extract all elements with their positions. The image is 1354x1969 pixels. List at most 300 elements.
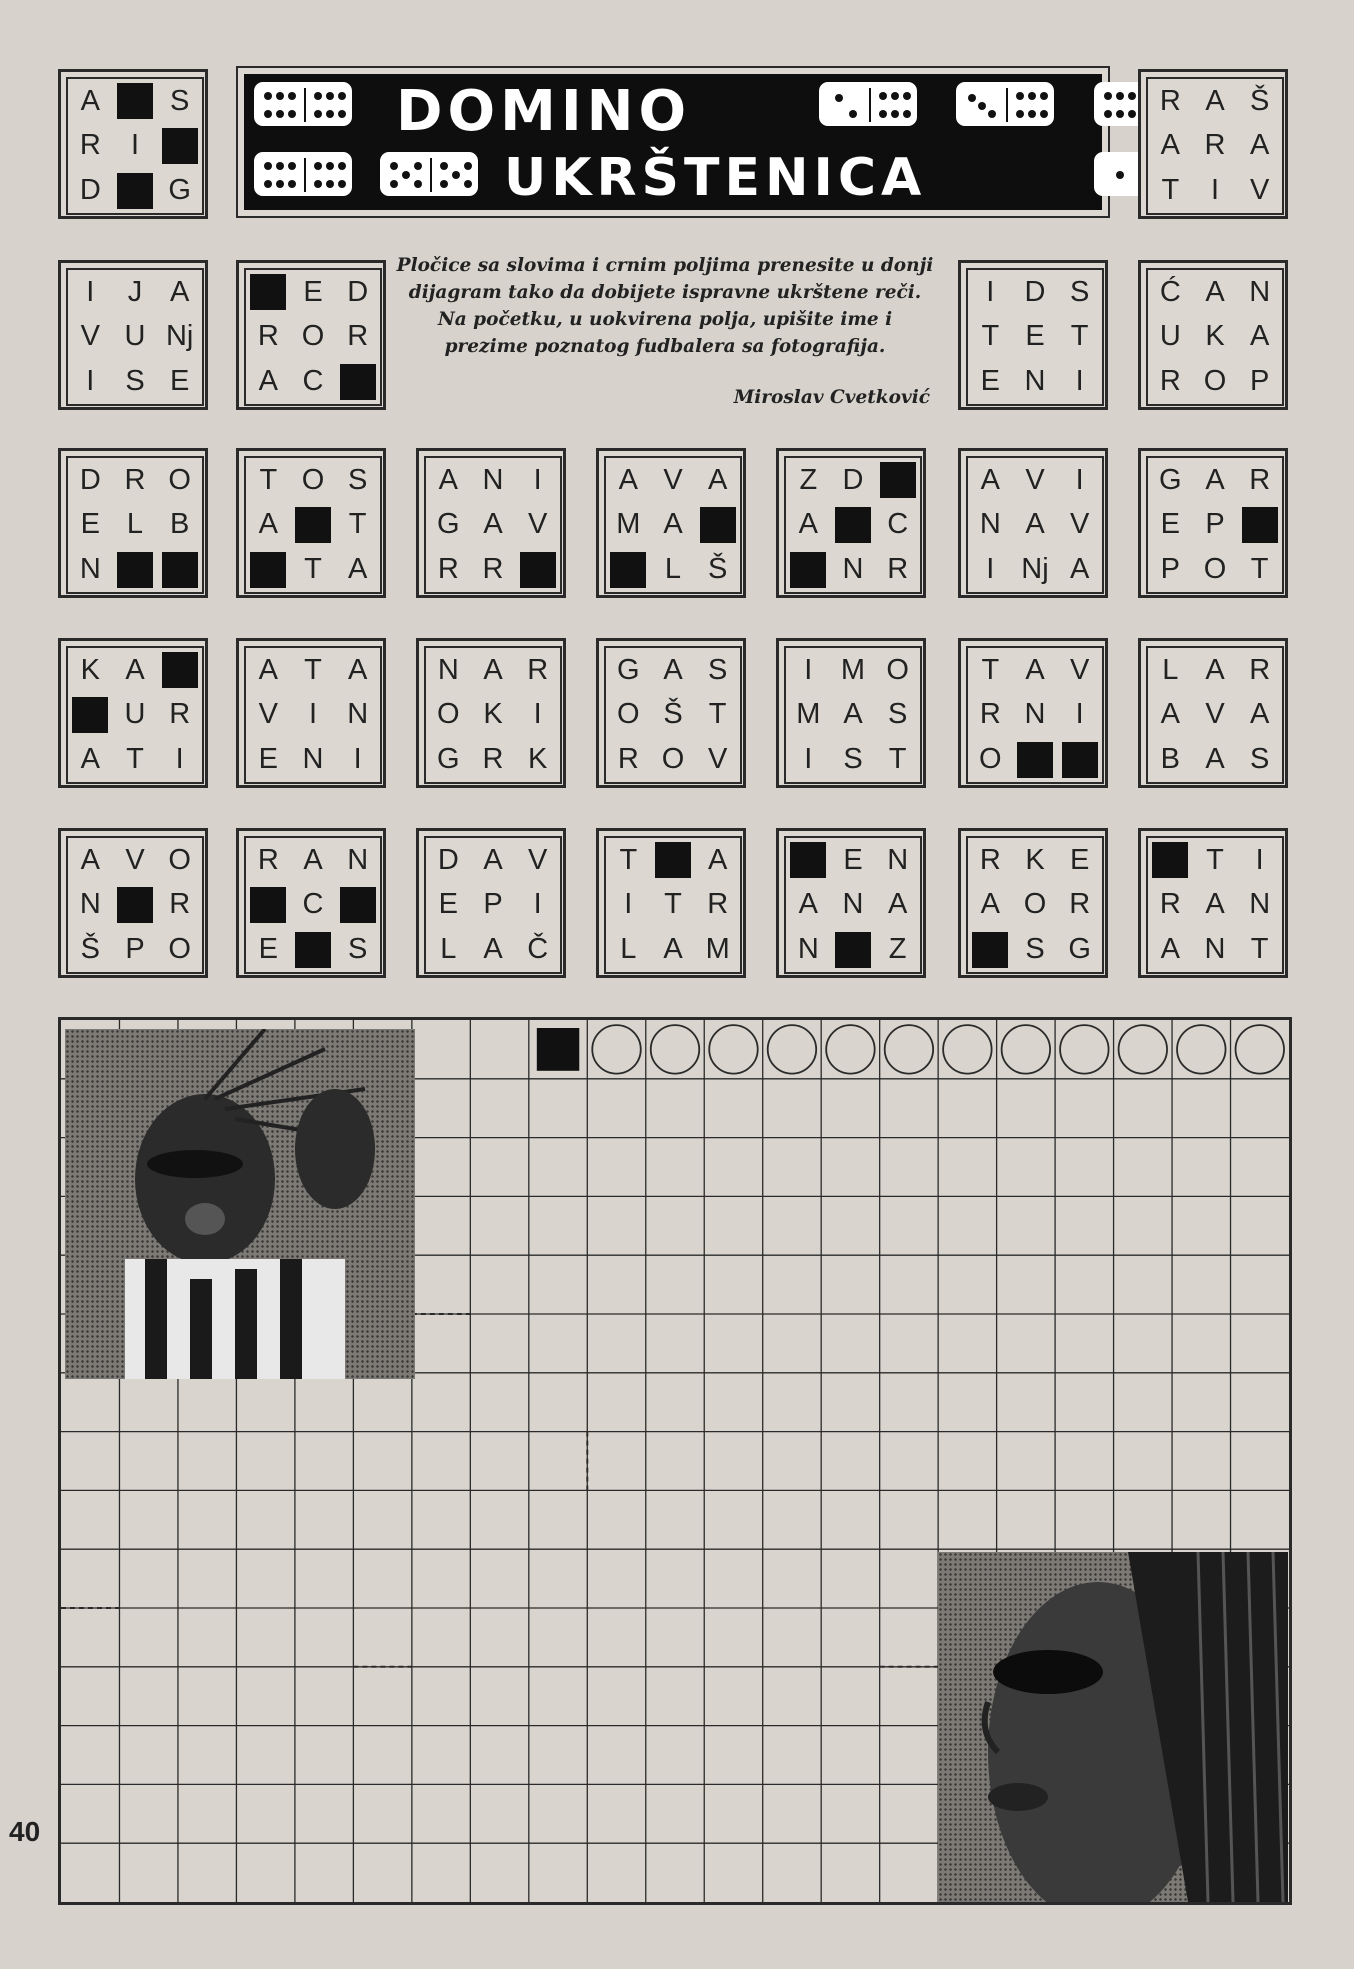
tile-letter: R [257, 320, 279, 353]
tile-letter: I [533, 698, 542, 731]
tile-letter: A [483, 508, 503, 541]
black-square [831, 503, 876, 548]
tile-letter: T [126, 743, 144, 776]
tile-letter: V [1205, 698, 1225, 731]
tile-grid [784, 836, 922, 974]
black-square [968, 927, 1013, 972]
die-pip [276, 162, 284, 170]
tile-letter: D [347, 275, 369, 308]
domino-tile[interactable] [958, 638, 1108, 788]
tile-letter: N [79, 888, 101, 921]
tile-grid [244, 836, 382, 974]
tile-grid [66, 646, 204, 784]
tile-letter: A [1025, 653, 1045, 686]
tile-letter: U [1159, 320, 1181, 353]
instructions-text: Pločice sa slovima i crnim poljima prenesite u donji dijagram tako da dobijete ispravne ukrštene reči. Na početku, u uokvirena polja, upišite ime i prezime poznatog fudbalera sa fotografija. [396, 255, 934, 357]
tile-letter: R [1249, 463, 1271, 496]
tile-letter: A [1205, 84, 1225, 117]
name-circle-cell[interactable] [1177, 1025, 1225, 1073]
black-square [515, 547, 560, 592]
name-circle-cell[interactable] [826, 1025, 874, 1073]
tile-letter: A [1249, 320, 1270, 353]
tile-letter: K [1025, 843, 1045, 876]
domino-tile[interactable] [1138, 448, 1288, 598]
domino-tile[interactable] [596, 638, 746, 788]
name-circle-cell[interactable] [768, 1025, 816, 1073]
tile-letter: E [258, 743, 278, 776]
die-pip [314, 110, 322, 118]
black-square [695, 503, 740, 548]
tile-letter: A [80, 743, 100, 776]
black-square [831, 927, 876, 972]
tile-letter: E [843, 843, 863, 876]
tile-letter: T [1070, 320, 1089, 353]
tile-letter: A [1025, 508, 1045, 541]
name-circle-cell[interactable] [651, 1025, 699, 1073]
tile-letter: A [798, 508, 818, 541]
tile-grid [966, 456, 1104, 594]
die-pip [1016, 110, 1024, 118]
tile-letter: D [437, 843, 459, 876]
tile-letter: N [887, 843, 909, 876]
name-circle-cell[interactable] [1002, 1025, 1050, 1073]
tile-letter: R [347, 320, 369, 353]
die-pip [1104, 110, 1112, 118]
tile-grid [244, 456, 382, 594]
tile-letter: T [1206, 843, 1224, 876]
black-square [113, 883, 158, 928]
tile-letter: N [347, 843, 369, 876]
domino-tile[interactable] [958, 448, 1108, 598]
tile-letter: A [707, 843, 728, 876]
tile-letter: T [304, 553, 322, 586]
tile-letter: J [127, 275, 143, 308]
footballer-sunglasses-image [938, 1552, 1288, 1902]
tile-letter: A [663, 508, 683, 541]
tile-grid [1146, 836, 1284, 974]
black-square [246, 883, 291, 928]
tile-letter: S [1069, 275, 1090, 308]
tile-letter: V [663, 463, 683, 496]
tile-grid [1146, 456, 1284, 594]
tile-grid [424, 646, 562, 784]
black-square [113, 547, 158, 592]
tile-letter: R [617, 743, 639, 776]
tile-letter: K [80, 653, 100, 686]
domino-tile[interactable] [958, 828, 1108, 978]
tile-letter: Č [527, 933, 549, 966]
tile-letter: T [981, 653, 1000, 686]
black-square [537, 1028, 579, 1071]
tile-letter: A [347, 553, 368, 586]
tile-letter: A [258, 653, 278, 686]
black-square [875, 458, 920, 503]
black-square [246, 547, 291, 592]
tile-letter: M [705, 933, 730, 966]
black-square [157, 648, 202, 693]
tile-letter: Š [80, 933, 100, 966]
tile-letter: T [664, 888, 682, 921]
die-pip [314, 162, 322, 170]
tile-letter: A [80, 843, 100, 876]
tile-letter: G [168, 174, 191, 207]
tile-letter: I [804, 743, 813, 776]
tile-grid [604, 836, 742, 974]
tile-letter: O [437, 698, 460, 731]
black-square [1013, 737, 1058, 782]
die-pip [1028, 92, 1036, 100]
tile-letter: R [1159, 365, 1181, 398]
name-circle-cell[interactable] [885, 1025, 933, 1073]
die-pip [402, 171, 410, 179]
domino-tile[interactable] [236, 638, 386, 788]
tile-letter: A [1205, 888, 1225, 921]
tile-letter: C [887, 508, 909, 541]
domino-tile[interactable] [58, 260, 208, 410]
tile-letter: I [1075, 698, 1084, 731]
tile-letter: A [483, 933, 503, 966]
die-pip [390, 162, 398, 170]
tile-letter: R [887, 553, 909, 586]
tile-grid [424, 836, 562, 974]
tile-letter: I [624, 888, 633, 921]
photo-footballer-sunglasses [938, 1552, 1288, 1902]
tile-letter: A [1160, 129, 1180, 162]
tile-letter: O [168, 463, 191, 496]
die-pip [314, 180, 322, 188]
tile-letter: A [980, 888, 1000, 921]
black-square [68, 693, 113, 738]
tile-letter: D [1024, 275, 1046, 308]
tile-letter: A [663, 933, 683, 966]
domino-tile[interactable] [236, 828, 386, 978]
tile-letter: V [527, 508, 548, 541]
domino-die-icon [956, 82, 1054, 126]
title-line-2: UKRŠTENICA [504, 148, 927, 208]
name-circle-cell[interactable] [1236, 1025, 1284, 1073]
tile-letter: C [302, 365, 324, 398]
domino-tile[interactable] [776, 448, 926, 598]
tile-letter: E [1069, 843, 1090, 876]
tile-letter: A [1249, 698, 1270, 731]
tile-letter: T [888, 743, 907, 776]
die-pip [264, 162, 272, 170]
die-pip [326, 110, 334, 118]
tile-letter: N [437, 653, 459, 686]
tile-letter: N [1249, 888, 1271, 921]
page-number: 40 [9, 1816, 41, 1847]
tile-letter: I [533, 888, 542, 921]
tile-letter: P [483, 888, 503, 921]
tile-letter: R [979, 843, 1001, 876]
die-pip [1040, 110, 1048, 118]
tile-grid [1146, 268, 1284, 406]
tile-letter: I [353, 743, 362, 776]
tile-letter: R [257, 843, 279, 876]
die-pip [338, 110, 346, 118]
tile-letter: T [619, 843, 638, 876]
tile-letter: A [1205, 743, 1225, 776]
domino-die-icon [254, 152, 352, 196]
domino-tile[interactable] [1138, 638, 1288, 788]
black-square [291, 503, 336, 548]
tile-letter: O [617, 698, 640, 731]
die-pip [1116, 92, 1124, 100]
domino-tile[interactable] [58, 828, 208, 978]
tile-letter: A [1249, 129, 1270, 162]
die-pip [1104, 92, 1112, 100]
black-square [157, 547, 202, 592]
name-circle-cell[interactable] [1060, 1025, 1108, 1073]
tile-letter: O [661, 743, 685, 776]
die-pip [903, 110, 911, 118]
tile-letter: V [1249, 174, 1270, 207]
tile-letter: E [438, 888, 458, 921]
tile-letter: N [1249, 275, 1271, 308]
tile-letter: G [437, 508, 460, 541]
tile-letter: E [80, 508, 100, 541]
title-banner [236, 66, 1110, 218]
tile-letter: V [258, 698, 278, 731]
die-pip [1116, 110, 1124, 118]
die-pip [440, 162, 448, 170]
black-square [786, 547, 831, 592]
domino-tile[interactable] [596, 828, 746, 978]
die-pip [891, 110, 899, 118]
die-pip [849, 110, 857, 118]
tile-letter: I [804, 653, 813, 686]
tile-letter: R [1159, 84, 1181, 117]
tile-letter: O [301, 320, 325, 353]
tile-letter: K [527, 743, 548, 776]
tile-grid [784, 646, 922, 784]
tile-letter: I [1075, 365, 1084, 398]
black-square [335, 359, 380, 404]
domino-tile[interactable] [58, 69, 208, 219]
tile-letter: I [986, 275, 995, 308]
tile-letter: R [1159, 888, 1181, 921]
tile-letter: A [483, 843, 503, 876]
tile-letter: N [1204, 933, 1226, 966]
black-square [246, 270, 291, 315]
tile-letter: M [616, 508, 641, 541]
tile-letter: A [1205, 275, 1225, 308]
tile-letter: A [663, 653, 683, 686]
name-circle-cell[interactable] [943, 1025, 991, 1073]
domino-tile[interactable] [776, 828, 926, 978]
tile-letter: A [843, 698, 863, 731]
die-pip [326, 162, 334, 170]
tile-letter: G [437, 743, 460, 776]
tile-letter: S [887, 698, 908, 731]
die-pip [276, 92, 284, 100]
domino-tile[interactable] [236, 260, 386, 410]
tile-letter: R [707, 888, 729, 921]
die-pip [1028, 110, 1036, 118]
tile-letter: P [1249, 365, 1270, 398]
tile-letter: V [1069, 508, 1090, 541]
domino-tile[interactable] [596, 448, 746, 598]
tile-grid [244, 268, 382, 406]
tile-letter: N [482, 463, 504, 496]
black-square [113, 168, 158, 213]
tile-letter: G [617, 653, 640, 686]
domino-tile[interactable] [416, 638, 566, 788]
tile-letter: R [1204, 129, 1226, 162]
tile-letter: V [707, 743, 728, 776]
tile-letter: M [796, 698, 821, 731]
tile-letter: S [125, 365, 145, 398]
die-pip [440, 180, 448, 188]
tile-letter: T [708, 698, 727, 731]
die-pip [903, 92, 911, 100]
tile-grid [66, 456, 204, 594]
die-pip [264, 92, 272, 100]
domino-die-icon [819, 82, 917, 126]
black-square [1237, 503, 1282, 548]
tile-letter: A [347, 653, 368, 686]
tile-letter: U [124, 698, 146, 731]
die-pip [264, 180, 272, 188]
tile-letter: T [1250, 553, 1269, 586]
tile-letter: I [86, 275, 95, 308]
domino-tile[interactable] [416, 828, 566, 978]
tile-letter: R [1069, 888, 1091, 921]
die-pip [1016, 92, 1024, 100]
tile-letter: P [1205, 508, 1225, 541]
die-pip [326, 180, 334, 188]
die-pip [464, 180, 472, 188]
tile-letter: A [1205, 653, 1225, 686]
domino-tile[interactable] [1138, 828, 1288, 978]
tile-letter: N [979, 508, 1001, 541]
tile-letter: S [1025, 933, 1045, 966]
tile-letter: R [169, 888, 191, 921]
tile-letter: T [259, 463, 278, 496]
tile-letter: A [1160, 698, 1180, 731]
domino-tile[interactable] [58, 448, 208, 598]
die-pip [988, 110, 996, 118]
tile-letter: A [80, 84, 100, 117]
tile-letter: M [840, 653, 866, 686]
die-pip [414, 162, 422, 170]
tile-letter: I [986, 553, 995, 586]
tile-letter: R [437, 553, 459, 586]
tile-letter: T [981, 320, 1000, 353]
die-pip [978, 102, 986, 110]
tile-letter: O [1203, 365, 1227, 398]
name-circle-cell[interactable] [709, 1025, 757, 1073]
tile-letter: Ć [1159, 275, 1181, 308]
title-line-1: DOMINO [396, 79, 692, 144]
tile-letter: O [1203, 553, 1227, 586]
tile-letter: S [169, 84, 190, 117]
die-pip [891, 92, 899, 100]
domino-tile[interactable] [1138, 260, 1288, 410]
die-pip [452, 171, 460, 179]
die-pip [1040, 92, 1048, 100]
die-pip [414, 180, 422, 188]
die-pip [264, 110, 272, 118]
tile-letter: V [80, 320, 100, 353]
tile-grid [966, 268, 1104, 406]
tile-letter: T [304, 653, 322, 686]
tile-letter: E [1025, 320, 1045, 353]
black-square [335, 883, 380, 928]
tile-letter: E [303, 275, 323, 308]
die-pip [338, 180, 346, 188]
tile-grid [66, 268, 204, 406]
domino-tile[interactable] [1138, 69, 1288, 219]
tile-grid [604, 456, 742, 594]
answer-grid[interactable] [58, 1017, 1292, 1905]
tile-letter: A [980, 463, 1000, 496]
tile-letter: N [842, 888, 864, 921]
tile-letter: L [664, 553, 682, 586]
die-pip [288, 180, 296, 188]
die-pip [288, 110, 296, 118]
black-square [113, 79, 158, 124]
tile-letter: R [527, 653, 549, 686]
tile-letter: N [1024, 698, 1046, 731]
tile-letter: L [440, 933, 457, 966]
domino-tile[interactable] [958, 260, 1108, 410]
die-pip [835, 94, 843, 102]
die-pip [314, 92, 322, 100]
domino-tile[interactable] [776, 638, 926, 788]
domino-tile[interactable] [236, 448, 386, 598]
die-pip [276, 110, 284, 118]
tile-letter: O [979, 743, 1002, 776]
tile-letter: A [258, 508, 278, 541]
tile-letter: Z [799, 463, 818, 496]
tile-letter: I [1210, 174, 1220, 207]
tile-letter: R [79, 129, 101, 162]
tile-letter: N [797, 933, 819, 966]
tile-letter: Š [1249, 84, 1270, 117]
tile-letter: T [1250, 933, 1269, 966]
tile-grid [784, 456, 922, 594]
black-square [606, 547, 651, 592]
tile-letter: R [124, 463, 146, 496]
tile-letter: G [1159, 463, 1182, 496]
tile-letter: A [258, 365, 278, 398]
name-circle-cell[interactable] [592, 1025, 640, 1073]
tile-letter: A [707, 463, 728, 496]
tile-letter: S [347, 463, 368, 496]
tile-letter: R [979, 698, 1001, 731]
tile-letter: T [348, 508, 367, 541]
tile-letter: A [1069, 553, 1090, 586]
domino-tile[interactable] [58, 638, 208, 788]
tile-grid [1146, 646, 1284, 784]
tile-letter: R [482, 743, 504, 776]
tile-letter: N [302, 743, 324, 776]
name-circle-cell[interactable] [1119, 1025, 1167, 1073]
tile-letter: L [126, 508, 144, 541]
black-square [651, 838, 696, 883]
black-square [291, 927, 336, 972]
tile-letter: I [175, 743, 184, 776]
domino-tile[interactable] [416, 448, 566, 598]
tile-letter: L [1162, 653, 1179, 686]
tile-letter: Z [888, 933, 907, 966]
tile-letter: A [1160, 933, 1180, 966]
die-pip [276, 180, 284, 188]
die-pip [338, 92, 346, 100]
tile-letter: Nj [1021, 553, 1049, 586]
black-square [786, 838, 831, 883]
